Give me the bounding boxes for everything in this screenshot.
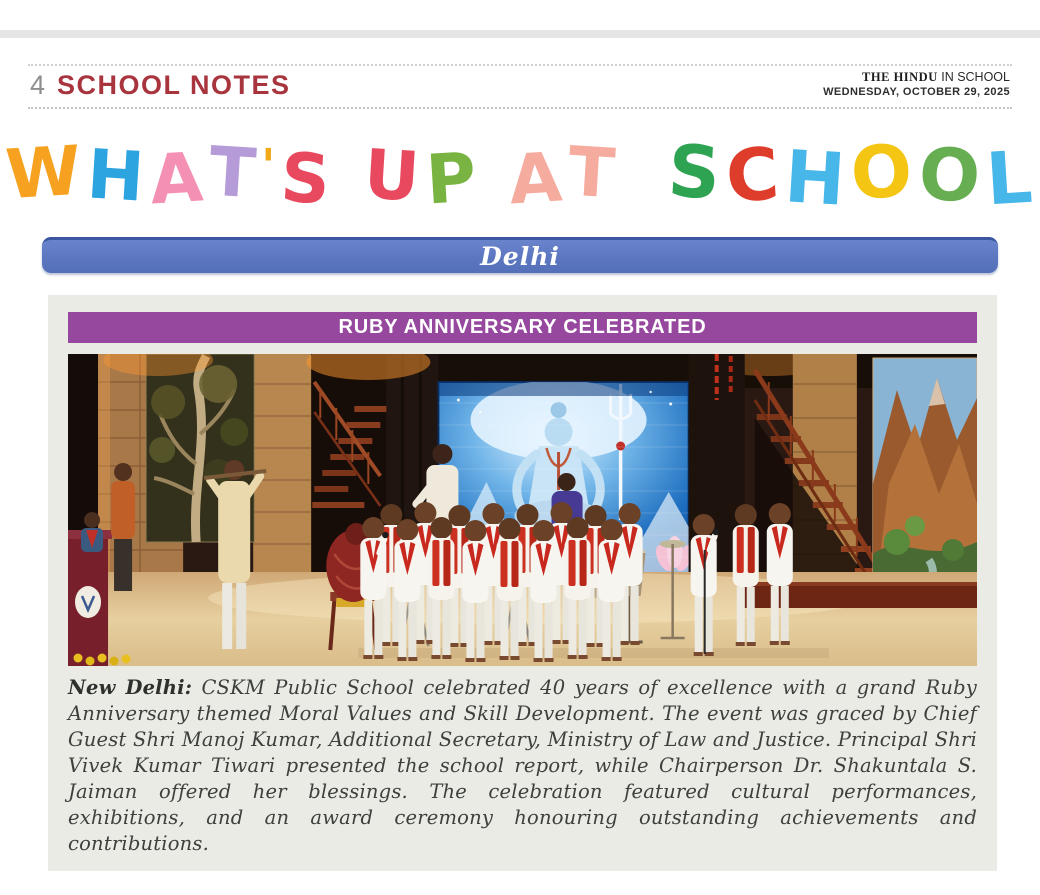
masthead-rest: IN SCHOOL xyxy=(937,70,1010,84)
title-word xyxy=(3,132,333,221)
title-letter: T xyxy=(206,133,258,215)
title-letter: L xyxy=(983,135,1035,222)
title-letter: H xyxy=(782,134,848,223)
title-letter: P xyxy=(423,138,478,221)
stage-photo xyxy=(68,354,977,666)
title-letter: A xyxy=(148,138,206,221)
title-letter: S xyxy=(666,128,723,216)
article-dateline: New Delhi: xyxy=(68,676,193,700)
masthead-bold: THE HINDU xyxy=(862,70,938,84)
title-word xyxy=(506,133,618,221)
article-body xyxy=(68,675,977,856)
title-letter: W xyxy=(3,132,84,216)
title-letter: H xyxy=(84,135,147,219)
page-title xyxy=(0,119,1040,231)
audience-man xyxy=(111,463,135,591)
article-headline-banner xyxy=(68,312,977,343)
title-letter: ' xyxy=(261,139,276,194)
article-body-text: CSKM Public School celebrated 40 years of excellence with a grand Ruby Anniversary themed Moral Values and Skill Development. The event was graced by Chief Guest Shri Manoj Kumar, Additional Secretary, Ministry of Law and Justice. Principal Shri Vivek Kumar Tiwari presented the school report, while Chairperson Dr. Shakuntala S. Jaiman offered her blessings. The celebration featured cultural performances, exhibitions, and an award ceremony honouring outstanding achievements and contributions. xyxy=(68,676,977,855)
article-card xyxy=(48,295,997,870)
title-letter: T xyxy=(565,133,618,215)
title-letter: U xyxy=(361,135,422,218)
title-letter: S xyxy=(278,138,333,221)
page-header xyxy=(28,64,1012,109)
section-title: SCHOOL NOTES xyxy=(57,70,291,101)
masthead-title xyxy=(823,70,1010,86)
title-letter: O xyxy=(916,131,983,220)
article-headline: RUBY ANNIVERSARY CELEBRATED xyxy=(338,316,707,339)
scan-edge-band xyxy=(0,30,1040,38)
masthead-date: WEDNESDAY, OCTOBER 29, 2025 xyxy=(823,85,1010,98)
title-letter: C xyxy=(723,131,782,219)
title-word xyxy=(665,128,1035,223)
masthead xyxy=(823,70,1010,101)
page-number: 4 xyxy=(30,70,46,101)
page-title-words xyxy=(0,128,1040,223)
region-banner-label: Delhi xyxy=(480,242,560,272)
title-letter: O xyxy=(848,128,915,217)
region-banner xyxy=(42,237,998,273)
title-letter: A xyxy=(507,138,565,221)
title-word xyxy=(361,135,478,221)
